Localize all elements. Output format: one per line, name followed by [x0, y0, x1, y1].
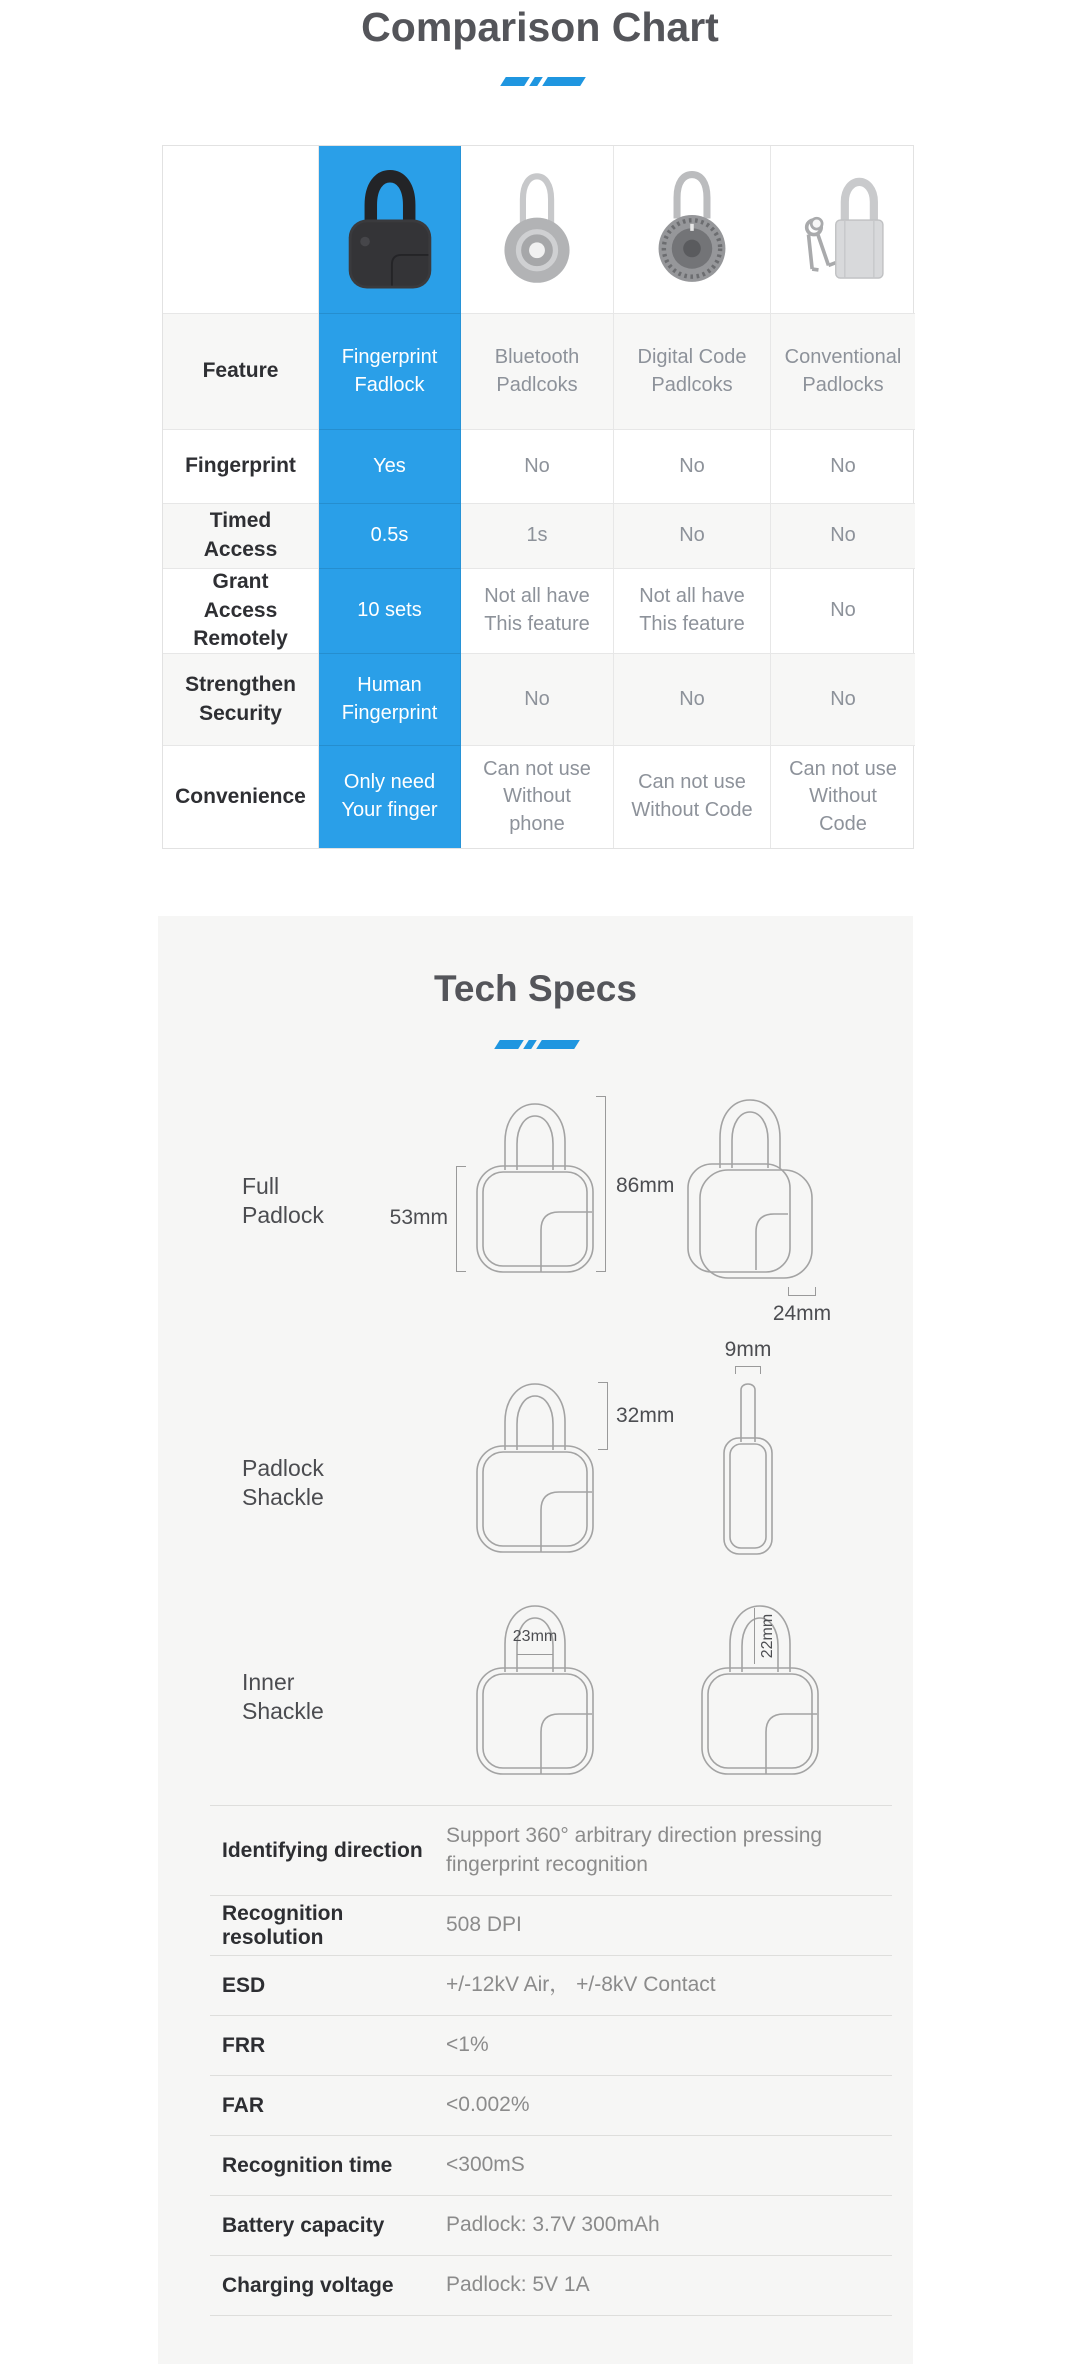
- title-underline-slashes: [497, 1040, 577, 1049]
- table-cell: Not all have This feature: [461, 569, 614, 654]
- spec-value: Padlock: 5V 1A: [446, 2273, 590, 2297]
- spec-row: [210, 1896, 892, 1956]
- conventional-padlock-icon: [771, 146, 915, 314]
- dimension-9mm: 9mm: [724, 1338, 772, 1361]
- spec-label: Recognition time: [222, 2153, 393, 2177]
- tech-specs-title: Tech Specs: [434, 968, 637, 1009]
- spec-row: [210, 2196, 892, 2256]
- table-corner-cell: [163, 146, 319, 314]
- spec-row: [210, 1806, 892, 1896]
- padlock-side-outline: [684, 1092, 818, 1282]
- spec-value: +/-12kV Air， +/-8kV Contact: [446, 1973, 716, 1997]
- row-label: Fingerprint: [163, 430, 319, 504]
- table-cell: 1s: [461, 504, 614, 569]
- dimension-53mm: 53mm: [389, 1206, 448, 1229]
- table-cell: No: [614, 654, 771, 746]
- shackle-side-outline: [722, 1376, 774, 1556]
- spec-value: 508 DPI: [446, 1913, 522, 1937]
- dimension-22mm: 22mm: [759, 1613, 776, 1659]
- spec-value: <1%: [446, 2033, 489, 2057]
- spec-value: <0.002%: [446, 2093, 530, 2117]
- spec-label: Identifying direction: [222, 1838, 423, 1862]
- table-cell: No: [771, 569, 915, 654]
- table-cell: 10 sets: [319, 569, 461, 654]
- spec-row: [210, 2136, 892, 2196]
- dimension-86mm: 86mm: [616, 1174, 675, 1197]
- padlock-front-outline: [475, 1598, 595, 1776]
- spec-label: FRR: [222, 2033, 266, 2057]
- digital-code-padlock-icon: [614, 146, 771, 314]
- dimension-line-22mm: [754, 1608, 755, 1664]
- padlock-front-outline: [475, 1096, 595, 1274]
- column-header-bluetooth: Bluetooth Padlcoks: [461, 314, 614, 430]
- column-header-conventional: Conventional Padlocks: [771, 314, 915, 430]
- feature-header: Feature: [163, 314, 319, 430]
- dimension-bracket-32mm: [598, 1382, 608, 1450]
- comparison-table: [162, 145, 914, 849]
- table-cell: No: [461, 430, 614, 504]
- table-cell: Can not use Without Code: [789, 757, 897, 835]
- spec-label: Charging voltage: [222, 2273, 394, 2297]
- spec-value: Padlock: 3.7V 300mAh: [446, 2213, 660, 2237]
- spec-value: Support 360° arbitrary direction pressing fingerprint recognition: [446, 1824, 823, 1876]
- dimension-bracket-9mm: [735, 1366, 761, 1374]
- comparison-title: Comparison Chart: [361, 4, 719, 50]
- spec-value: <300mS: [446, 2153, 525, 2177]
- table-cell: No: [614, 430, 771, 504]
- dimension-bracket-86mm: [596, 1096, 606, 1272]
- table-cell: No: [614, 504, 771, 569]
- spec-list: [210, 1805, 892, 2316]
- spec-label: Recognition resolution: [222, 1901, 344, 1949]
- row-label: Strengthen Security: [163, 654, 319, 746]
- table-cell: No: [771, 430, 915, 504]
- spec-row: [210, 2076, 892, 2136]
- spec-row: [210, 2256, 892, 2316]
- dimension-23mm: 23mm: [512, 1628, 558, 1645]
- spec-label: ESD: [222, 1973, 266, 1997]
- spec-row: [210, 1956, 892, 2016]
- table-cell: No: [461, 654, 614, 746]
- row-label: Convenience: [163, 746, 319, 848]
- dimension-24mm: 24mm: [772, 1302, 832, 1325]
- bluetooth-padlock-icon: [461, 146, 614, 314]
- dimension-bracket-24mm: [788, 1287, 816, 1296]
- row-label: Timed Access: [163, 504, 319, 569]
- table-cell: Can not use Without phone: [461, 746, 614, 848]
- spec-row: [210, 2016, 892, 2076]
- title-underline-slashes: [503, 77, 583, 86]
- table-cell: Yes: [319, 430, 461, 504]
- table-cell: Human Fingerprint: [319, 654, 461, 746]
- padlock-front-outline: [475, 1376, 595, 1554]
- table-cell: No: [771, 504, 915, 569]
- table-cell: Only need Your finger: [319, 746, 461, 848]
- dimension-32mm: 32mm: [616, 1404, 675, 1427]
- row-label: Grant Access Remotely: [163, 569, 319, 654]
- diagram-label-inner-shackle: Inner Shackle: [242, 1669, 324, 1724]
- fingerprint-padlock-icon: [319, 146, 461, 314]
- table-cell: 0.5s: [319, 504, 461, 569]
- table-cell: No: [771, 654, 915, 746]
- table-cell: Not all have This feature: [614, 569, 771, 654]
- table-cell: Can not use Without Code: [614, 746, 771, 848]
- diagram-label-padlock-shackle: Padlock Shackle: [242, 1455, 324, 1510]
- dimension-bracket-53mm: [456, 1166, 466, 1272]
- spec-label: Battery capacity: [222, 2213, 385, 2237]
- spec-label: FAR: [222, 2093, 264, 2117]
- column-header-fingerprint: Fingerprint Fadlock: [319, 314, 461, 430]
- diagram-label-full-padlock: Full Padlock: [242, 1173, 324, 1228]
- column-header-digital-code: Digital Code Padlcoks: [614, 314, 771, 430]
- tech-specs-panel: [158, 916, 913, 2364]
- dimension-line-23mm: [517, 1654, 553, 1655]
